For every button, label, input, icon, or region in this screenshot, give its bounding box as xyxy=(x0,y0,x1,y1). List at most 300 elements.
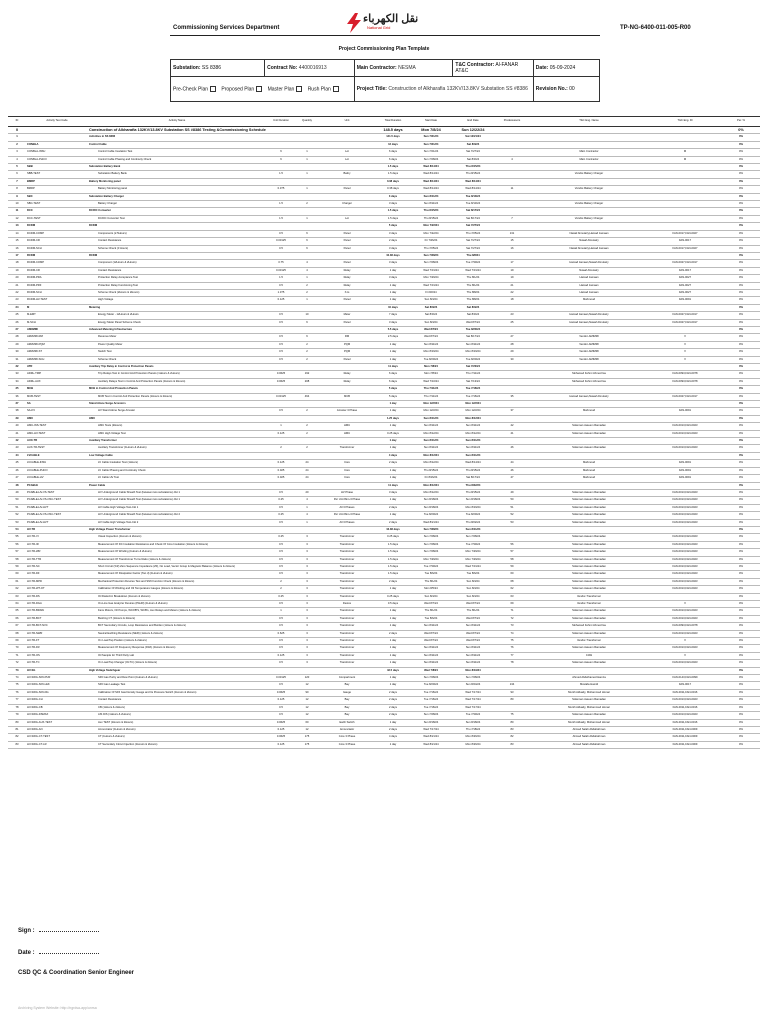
table-cell: 0% xyxy=(722,275,760,282)
column-header: Total Duration xyxy=(376,117,410,127)
table-cell: RM xyxy=(318,334,376,341)
table-cell: Sat 8/17/24 xyxy=(452,215,494,222)
table-cell: RCDM-COMP xyxy=(26,260,88,267)
table-cell: 3 days xyxy=(376,260,410,267)
table-cell: Wed 7/31/24 xyxy=(410,282,452,289)
table-cell: Wed 7/10/24 xyxy=(410,378,452,385)
table-cell: Solieman Jaseem Ramadan xyxy=(530,697,648,704)
table-cell xyxy=(648,134,722,141)
table-cell: 0.5 xyxy=(266,519,296,526)
table-cell: 0.125 xyxy=(266,430,296,437)
master-checkbox[interactable] xyxy=(296,86,302,92)
table-cell xyxy=(494,364,530,371)
table-cell: Protection Relay Acceptance Test xyxy=(88,275,266,282)
table-cell: 11 xyxy=(8,208,26,215)
table-cell: 6 days xyxy=(376,149,410,156)
table-cell: 0.5 xyxy=(266,504,296,511)
table-cell: 0% xyxy=(722,741,760,748)
table-cell: Power Quality Meter xyxy=(88,341,266,348)
table-cell: 0.5 xyxy=(266,645,296,652)
table-cell: Solieman Jaseem Ramadan xyxy=(530,660,648,667)
table-cell: 47 xyxy=(8,475,26,482)
table-row xyxy=(8,334,760,341)
table-cell xyxy=(26,134,88,141)
table-cell: Transformer xyxy=(318,660,376,667)
table-cell: Sun 7/28/24 xyxy=(410,712,452,719)
table-cell: 0.5 xyxy=(266,356,296,363)
table-cell: 1.5 xyxy=(266,171,296,178)
table-cell xyxy=(296,141,318,148)
table-cell: 1 day xyxy=(376,615,410,622)
table-cell: 2 xyxy=(296,423,318,430)
table-cell: Transformer xyxy=(318,615,376,622)
table-cell: DCDM-CR xyxy=(26,238,88,245)
plan-type-master: Master Plan xyxy=(267,86,295,93)
table-cell: 0% xyxy=(722,534,760,541)
table-cell: 49 xyxy=(494,489,530,496)
table-cell xyxy=(318,193,376,200)
table-cell: 30 xyxy=(494,356,530,363)
table-cell: FAN-0011,FAN-0009 xyxy=(648,726,722,733)
table-cell: 1.5 days xyxy=(376,164,410,171)
table-cell: 0.25 days xyxy=(376,593,410,600)
table-cell xyxy=(494,149,530,156)
table-row xyxy=(8,201,760,208)
table-cell: 0.03125 xyxy=(266,675,296,682)
table-row xyxy=(8,578,760,585)
table-cell xyxy=(318,252,376,259)
table-cell: 1 xyxy=(296,186,318,193)
table-cell: BCT Secondary Circuits, Loop Resistance and Burden (1Hours & 2Hours) xyxy=(88,623,266,630)
table-cell: Mon 7/29/24 xyxy=(410,556,452,563)
table-cell xyxy=(318,223,376,230)
table-cell: Hamad Jamaan xyxy=(530,275,648,282)
table-cell: 60 xyxy=(8,571,26,578)
table-cell: FAN-0013,FAN-0023 xyxy=(648,645,722,652)
table-cell: 61 xyxy=(8,578,26,585)
table-cell: 73 xyxy=(494,623,530,630)
table-cell: Measurement Of Dissipation Factor (Tan d) (1Hours & 2Hours) xyxy=(88,571,266,578)
column-header: Predecessors xyxy=(494,117,530,127)
table-cell: Wed 8/7/24 xyxy=(410,638,452,645)
table-cell: 0.5 xyxy=(266,660,296,667)
table-cell: 29 xyxy=(494,349,530,356)
table-row xyxy=(8,526,760,533)
table-cell xyxy=(494,201,530,208)
table-cell: 1 day xyxy=(376,467,410,474)
table-cell: Auxiliary Trip Relay in Control & Protection Panels xyxy=(88,364,266,371)
table-cell xyxy=(494,667,530,674)
table-cell: 2 days xyxy=(376,630,410,637)
table-cell: Sun 7/28/24 xyxy=(410,252,452,259)
table-cell: CONBLA-PHCO xyxy=(26,156,88,163)
table-cell: Wed 7/31/24 xyxy=(410,267,452,274)
table-cell xyxy=(648,186,722,193)
table-cell: 0.5 xyxy=(266,349,296,356)
table-cell: Munth Alduaily, Mohammed Homar xyxy=(530,704,648,711)
table-cell: FAN-0013,FAN-0023 xyxy=(648,630,722,637)
table-cell: Solieman Jaseem Ramadan xyxy=(530,549,648,556)
table-cell: 0.5 xyxy=(266,334,296,341)
table-cell: Solieman Jaseem Ramadan xyxy=(530,608,648,615)
table-cell: 0.0625 xyxy=(266,689,296,696)
table-row xyxy=(8,571,760,578)
table-cell: LV Cable Insulation Test (1Hours) xyxy=(88,460,266,467)
sign-field: Sign : xyxy=(18,926,99,934)
table-cell: 5 xyxy=(8,164,26,171)
table-cell: Transformer xyxy=(318,623,376,630)
table-row xyxy=(8,252,760,259)
table-cell: Calibration Of Winding and Oil Temperature Gauges (1Hours & 2Hours) xyxy=(88,586,266,593)
table-cell: 0% xyxy=(722,630,760,637)
table-cell: FAN-0017 xyxy=(648,682,722,689)
table-cell: Measurement Of Transformer Turns Ratio (1Hours & 2Hours) xyxy=(88,556,266,563)
substation-cell: Substation: SS 8386 xyxy=(171,60,265,77)
table-cell: FAN-0013,FAN-0023 xyxy=(648,615,722,622)
table-cell: High Voltage Switchgear xyxy=(88,667,266,674)
table-cell: Sun 8/11/24 xyxy=(410,438,452,445)
table-row xyxy=(8,193,760,200)
table-cell: 0% xyxy=(722,586,760,593)
table-cell xyxy=(296,326,318,333)
table-cell: HV-TR xyxy=(26,526,88,533)
table-cell: Vendor-Transformer xyxy=(530,601,648,608)
table-cell: 208 xyxy=(296,378,318,385)
table-cell: 19 xyxy=(8,267,26,274)
table-cell: 93 xyxy=(494,689,530,696)
table-cell: Sat 8/3/24 xyxy=(410,304,452,311)
table-cell: 1 day xyxy=(376,349,410,356)
table-cell: Sun 7/21/24 xyxy=(410,149,452,156)
main-contractor-cell: Main Contractor: NESMA xyxy=(354,60,453,77)
table-cell: ADRL-AUX xyxy=(26,378,88,385)
table-cell: 6 days xyxy=(376,371,410,378)
table-cell: 464 xyxy=(296,393,318,400)
table-cell: Charger xyxy=(318,201,376,208)
table-cell: Tue 7/16/24 xyxy=(452,386,494,393)
table-cell xyxy=(648,326,722,333)
table-cell: Low Voltage Cable xyxy=(88,452,266,459)
table-cell: FAN-0013,FAN-0023 xyxy=(648,445,722,452)
table-cell: 63 xyxy=(8,593,26,600)
table-cell xyxy=(296,667,318,674)
table-cell: 12 xyxy=(296,682,318,689)
table-cell: 3 xyxy=(296,541,318,548)
table-cell: Wed 8/7/24 xyxy=(452,615,494,622)
table-cell: SF6 Gas Leakage Test xyxy=(88,682,266,689)
table-cell xyxy=(494,252,530,259)
table-cell: 0.03125 xyxy=(266,238,296,245)
table-row xyxy=(8,208,760,215)
table-cell xyxy=(648,223,722,230)
table-cell: 6 xyxy=(296,245,318,252)
table-cell: FAN-0027,FAN-0017 xyxy=(648,312,722,319)
date-line[interactable] xyxy=(39,948,99,954)
table-cell: 46 xyxy=(494,467,530,474)
table-cell: 5 days xyxy=(376,386,410,393)
table-cell: Panel xyxy=(318,230,376,237)
table-row xyxy=(8,497,760,504)
table-cell: Bushing CT (1Hours & 2Hours) xyxy=(88,615,266,622)
table-cell xyxy=(266,452,296,459)
table-cell: Hamad Jamaan,Nawaf Almutairy xyxy=(530,260,648,267)
table-cell: 74 xyxy=(8,675,26,682)
table-cell: 33 xyxy=(8,371,26,378)
table-cell: Sun 8/11/24 xyxy=(452,652,494,659)
table-cell: LVCABLE xyxy=(26,452,88,459)
table-cell: Sat 7/13/24 xyxy=(452,378,494,385)
table-cell: Neutral Earthing Resistance (NER) (1Hours & 2Hours) xyxy=(88,630,266,637)
table-cell: Thu 8/22/24 xyxy=(452,482,494,489)
table-cell: 16.38 days xyxy=(376,526,410,533)
table-row xyxy=(8,364,760,371)
table-cell: Contact Resistance xyxy=(88,238,266,245)
table-cell: Sun 8/11/24 xyxy=(410,341,452,348)
table-cell: 0% xyxy=(722,482,760,489)
table-cell: 59 xyxy=(8,563,26,570)
table-cell: 3 xyxy=(296,534,318,541)
table-cell: Components (2.5Hours) xyxy=(88,230,266,237)
sign-line[interactable] xyxy=(39,926,99,932)
pre-check-checkbox[interactable] xyxy=(210,86,216,92)
table-cell: Component (12Hours & 2Hours) xyxy=(88,260,266,267)
table-cell: FAN-0091 xyxy=(648,475,722,482)
table-cell: Wed 8/14/24 xyxy=(410,186,452,193)
table-cell: 80 xyxy=(494,697,530,704)
table-cell: 0% xyxy=(722,682,760,689)
table-cell: ADRL-TRIP xyxy=(26,371,88,378)
table-cell xyxy=(266,208,296,215)
table-cell xyxy=(318,482,376,489)
table-cell xyxy=(648,415,722,422)
table-cell: 72 xyxy=(494,615,530,622)
table-cell: CONBLA-INSU xyxy=(26,149,88,156)
table-cell: 0% xyxy=(722,289,760,296)
table-cell: HMU xyxy=(26,415,88,422)
column-header: Unit Duration xyxy=(266,117,296,127)
table-cell: Measurement Of Winding (1Hours & 2Hours) xyxy=(88,549,266,556)
table-cell: Sun 7/28/24 xyxy=(452,534,494,541)
table-cell: FAN-0013,FAN-0023 xyxy=(648,497,722,504)
tc-contractor-value: Al-FANAR AT&C xyxy=(455,62,519,74)
table-cell: 0% xyxy=(722,267,760,274)
table-cell: HV-SWG-AN xyxy=(26,726,88,733)
table-cell xyxy=(494,401,530,408)
table-cell: M-EMT xyxy=(26,312,88,319)
table-cell: 16 xyxy=(8,245,26,252)
table-cell: 0.5 xyxy=(266,549,296,556)
table-cell: Wed 8/14/24 xyxy=(410,171,452,178)
table-cell: Lot xyxy=(318,215,376,222)
table-cell: 22 xyxy=(494,289,530,296)
substation-value: SS 8386 xyxy=(201,65,222,71)
table-cell: M xyxy=(648,156,722,163)
table-cell: V xyxy=(648,601,722,608)
table-cell: Construction of Alkharafia 132KV/13.8KV Substation SS #8386 Testing &Commissioning Schedule xyxy=(89,128,266,132)
table-cell: SBC xyxy=(26,193,88,200)
table-cell: 0.125 xyxy=(266,297,296,304)
document-number: TP-NG-6400-011-005-R00 xyxy=(620,25,691,31)
table-cell: 3 xyxy=(296,549,318,556)
proposed-checkbox[interactable] xyxy=(256,86,262,92)
table-cell: Solieman Jaseem Ramadan xyxy=(530,712,648,719)
table-row xyxy=(8,667,760,674)
table-cell: AIS DIS (1Hours & 2Hours) xyxy=(88,712,266,719)
table-cell: 27 xyxy=(494,334,530,341)
table-row xyxy=(8,141,760,148)
table-cell: Auxiliary Relays Test in Control And Protection Panels (1Hours & 2Hours) xyxy=(88,378,266,385)
table-cell xyxy=(318,134,376,141)
table-cell: 4 xyxy=(296,267,318,274)
table-cell: FAN-0013,FAN-0023 xyxy=(648,489,722,496)
table-cell: FAN-0027,FAN-0017 xyxy=(648,393,722,400)
table-cell: Sat 8/3/24 xyxy=(410,312,452,319)
table-cell: Thu 8/1/24 xyxy=(410,578,452,585)
table-cell: Battery Monitoring panel xyxy=(88,186,266,193)
table-cell: 3 days xyxy=(376,489,410,496)
table-cell: 2 days xyxy=(376,519,410,526)
table-cell xyxy=(296,208,318,215)
table-cell: 0% xyxy=(722,445,760,452)
table-cell: M xyxy=(648,149,722,156)
table-cell: V xyxy=(648,341,722,348)
plan-type-cell xyxy=(171,77,355,102)
table-cell: 0% xyxy=(722,571,760,578)
table-cell: Tue 8/20/24 xyxy=(410,356,452,363)
table-cell: 7 days xyxy=(376,312,410,319)
table-cell: Relay xyxy=(318,378,376,385)
date-field: Date : xyxy=(18,948,99,956)
column-header: T&C Eng. ID xyxy=(648,117,722,127)
table-cell: 17 xyxy=(8,252,26,259)
table-row xyxy=(8,282,760,289)
table-cell: Tue 8/20/24 xyxy=(410,512,452,519)
table-cell xyxy=(494,452,530,459)
table-row xyxy=(8,504,760,511)
table-cell: Wed 8/7/24 xyxy=(452,319,494,326)
table-cell: 1.5 xyxy=(266,215,296,222)
table-cell: 6 xyxy=(296,230,318,237)
table-cell: All 3 Phases xyxy=(318,504,376,511)
table-cell xyxy=(648,193,722,200)
table-cell: 6 xyxy=(8,171,26,178)
table-row xyxy=(8,260,760,267)
table-cell: HV-TR-DF xyxy=(26,571,88,578)
table-cell: 0% xyxy=(722,549,760,556)
table-cell: DCC xyxy=(26,208,88,215)
table-cell: Control Cable Insulation Test xyxy=(88,149,266,156)
table-cell: Wed 8/7/24 xyxy=(452,630,494,637)
table-row xyxy=(8,312,760,319)
table-cell: 5.5 days xyxy=(376,326,410,333)
table-cell: 54 xyxy=(8,526,26,533)
table-cell: 24 xyxy=(296,475,318,482)
table-cell: 0.0625 xyxy=(266,371,296,378)
table-cell: AMI/MMI-SCH xyxy=(26,356,88,363)
table-cell: Wed 7/17/24 xyxy=(410,726,452,733)
table-cell: Solieman Jaseem Ramadan xyxy=(530,430,648,437)
table-cell: PCABLE-HV-HVT xyxy=(26,519,88,526)
table-cell: 34 xyxy=(8,378,26,385)
table-cell: HV Underground Cable Sheath Test (between two substations)-Ckt 2 xyxy=(88,512,266,519)
table-cell xyxy=(530,482,648,489)
table-cell: Thu 7/18/24 xyxy=(452,726,494,733)
table-cell xyxy=(318,364,376,371)
table-cell: 7 xyxy=(494,215,530,222)
table-cell: Mostafa Hamdi xyxy=(530,682,648,689)
table-cell: 0.5 xyxy=(266,341,296,348)
table-cell xyxy=(318,401,376,408)
table-cell: 0% xyxy=(722,186,760,193)
table-cell: 0% xyxy=(722,260,760,267)
table-cell: Sun 7/21/24 xyxy=(410,134,452,141)
table-cell xyxy=(318,178,376,185)
table-cell xyxy=(266,223,296,230)
table-cell: Solieman Jaseem Ramadan xyxy=(530,645,648,652)
table-cell: 80 xyxy=(8,719,26,726)
header-divider xyxy=(170,35,600,36)
table-cell: FAN-0013,FAN-0023 xyxy=(648,578,722,585)
table-cell: AMI/MMI xyxy=(26,326,88,333)
table-cell: Mon 7/8/24 xyxy=(410,371,452,378)
table-cell: 2 xyxy=(296,349,318,356)
table-cell: 0% xyxy=(722,193,760,200)
table-row xyxy=(8,608,760,615)
table-cell: Sun 8/11/24 xyxy=(452,623,494,630)
table-cell: 3 xyxy=(296,638,318,645)
table-cell: 0% xyxy=(722,593,760,600)
table-cell: Transformer xyxy=(318,638,376,645)
table-cell xyxy=(648,171,722,178)
table-cell: 2 days xyxy=(376,704,410,711)
table-cell: 1 day xyxy=(376,675,410,682)
table-cell: 19 xyxy=(494,267,530,274)
table-cell: 0.5 xyxy=(266,230,296,237)
table-cell: 1 day xyxy=(376,475,410,482)
logo-bolt-icon xyxy=(345,13,363,33)
table-cell: 0.5 xyxy=(266,682,296,689)
table-cell xyxy=(266,526,296,533)
table-cell: 80 xyxy=(494,719,530,726)
table-cell: 69 xyxy=(494,601,530,608)
table-cell: 24 xyxy=(296,467,318,474)
table-cell: Metering xyxy=(88,304,266,311)
table-cell: 77 xyxy=(494,652,530,659)
table-cell: 0% xyxy=(722,304,760,311)
table-cell: 3 xyxy=(296,608,318,615)
table-cell: 57 xyxy=(494,549,530,556)
table-cell: 74 xyxy=(494,630,530,637)
table-cell: 1 day xyxy=(376,741,410,748)
table-cell: 23 xyxy=(494,312,530,319)
table-cell xyxy=(648,164,722,171)
table-cell: 0% xyxy=(722,312,760,319)
table-cell: Ahmed Salah Abdalrahman xyxy=(530,741,648,748)
table-cell: 0.5 xyxy=(266,623,296,630)
table-cell: 0% xyxy=(722,156,760,163)
table-cell: Mon 7/29/24 xyxy=(452,549,494,556)
table-cell xyxy=(530,326,648,333)
table-cell: 19 xyxy=(494,275,530,282)
rush-checkbox[interactable] xyxy=(333,86,339,92)
table-cell: 60 xyxy=(494,571,530,578)
table-cell: 2 days xyxy=(376,697,410,704)
table-cell: PQM xyxy=(318,341,376,348)
table-cell: V xyxy=(648,652,722,659)
table-cell: HV-SWG-AUX-TEST xyxy=(26,719,88,726)
table-row xyxy=(8,178,760,185)
table-cell xyxy=(648,141,722,148)
